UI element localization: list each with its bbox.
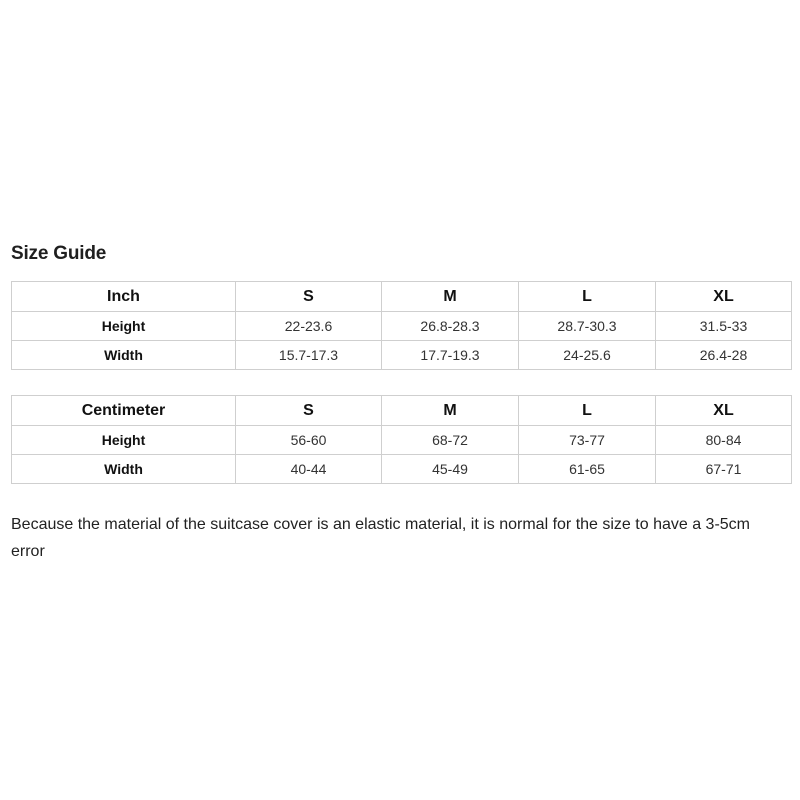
table-row: [12, 312, 792, 341]
unit-header: Centimeter: [12, 396, 236, 426]
table-cell: 67-71: [656, 455, 792, 484]
table-row: [12, 455, 792, 484]
table-header-row: [12, 396, 792, 426]
size-header-m: M: [382, 282, 519, 312]
table-cell: 17.7-19.3: [382, 341, 519, 370]
table-cell: 40-44: [236, 455, 382, 484]
table-cell: 73-77: [519, 426, 656, 455]
table-cell: 22-23.6: [236, 312, 382, 341]
size-table-inch: [11, 281, 792, 370]
table-cell: 26.8-28.3: [382, 312, 519, 341]
row-label-width: Width: [12, 341, 236, 370]
size-table-centimeter: [11, 395, 792, 484]
table-cell: 28.7-30.3: [519, 312, 656, 341]
table-cell: 61-65: [519, 455, 656, 484]
page-title: Size Guide: [11, 243, 107, 264]
size-header-s: S: [236, 396, 382, 426]
table-row: [12, 341, 792, 370]
table-header-row: [12, 282, 792, 312]
size-header-l: L: [519, 282, 656, 312]
size-header-xl: XL: [656, 396, 792, 426]
table-cell: 15.7-17.3: [236, 341, 382, 370]
size-header-xl: XL: [656, 282, 792, 312]
unit-header: Inch: [12, 282, 236, 312]
size-header-s: S: [236, 282, 382, 312]
size-note: Because the material of the suitcase cover is an elastic material, it is normal for the size to have a 3-5cm error: [11, 516, 750, 560]
table-row: [12, 426, 792, 455]
row-label-height: Height: [12, 312, 236, 341]
table-cell: 26.4-28: [656, 341, 792, 370]
size-header-l: L: [519, 396, 656, 426]
row-label-height: Height: [12, 426, 236, 455]
table-cell: 24-25.6: [519, 341, 656, 370]
table-cell: 56-60: [236, 426, 382, 455]
table-cell: 31.5-33: [656, 312, 792, 341]
size-header-m: M: [382, 396, 519, 426]
table-cell: 68-72: [382, 426, 519, 455]
row-label-width: Width: [12, 455, 236, 484]
table-cell: 45-49: [382, 455, 519, 484]
table-cell: 80-84: [656, 426, 792, 455]
